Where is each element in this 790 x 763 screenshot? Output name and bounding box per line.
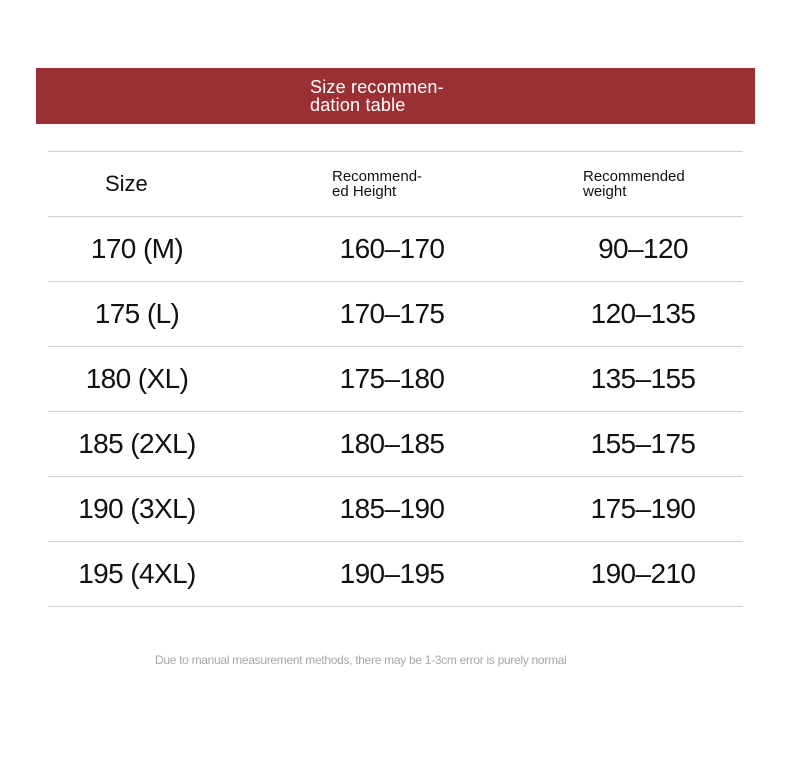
height-cell: 170–175 <box>339 298 445 329</box>
table-row <box>48 477 743 541</box>
header-size: Size <box>105 171 148 196</box>
title-banner <box>36 68 755 124</box>
measurement-note: Due to manual measurement methods, there may be 1-3cm error is purely normal <box>155 653 567 667</box>
weight-cell: 120–135 <box>590 298 696 329</box>
height-cell: 190–195 <box>339 558 445 589</box>
banner-title-line-1: Size recommen- <box>310 77 444 97</box>
size-cell: 185 (2XL) <box>78 428 196 459</box>
table-row <box>48 412 743 476</box>
weight-cell: 90–120 <box>598 233 688 264</box>
table-divider <box>48 606 743 607</box>
height-cell: 185–190 <box>339 493 445 524</box>
size-cell: 175 (L) <box>94 298 180 329</box>
table-row <box>48 542 743 606</box>
header-recommended-weight <box>583 152 685 216</box>
header-height-line-2: ed Height <box>332 183 397 200</box>
weight-cell: 175–190 <box>590 493 696 524</box>
height-cell: 175–180 <box>339 363 445 394</box>
height-cell: 180–185 <box>339 428 445 459</box>
weight-cell: 135–155 <box>590 363 696 394</box>
size-cell: 170 (M) <box>90 233 184 264</box>
table-header-row <box>48 152 743 216</box>
size-cell: 195 (4XL) <box>78 558 196 589</box>
size-cell: 190 (3XL) <box>78 493 196 524</box>
table-row <box>48 347 743 411</box>
banner-title-line-2: dation table <box>310 95 406 115</box>
size-cell: 180 (XL) <box>85 363 189 394</box>
header-weight-line-1: Recommended <box>583 168 685 185</box>
header-weight-line-2: weight <box>583 183 627 200</box>
header-height-line-1: Recommend- <box>332 168 423 185</box>
banner-title <box>310 78 550 114</box>
header-recommended-height <box>332 152 422 216</box>
table-row <box>48 282 743 346</box>
size-table <box>48 151 743 607</box>
height-cell: 160–170 <box>339 233 445 264</box>
weight-cell: 190–210 <box>590 558 696 589</box>
weight-cell: 155–175 <box>590 428 696 459</box>
table-row <box>48 217 743 281</box>
